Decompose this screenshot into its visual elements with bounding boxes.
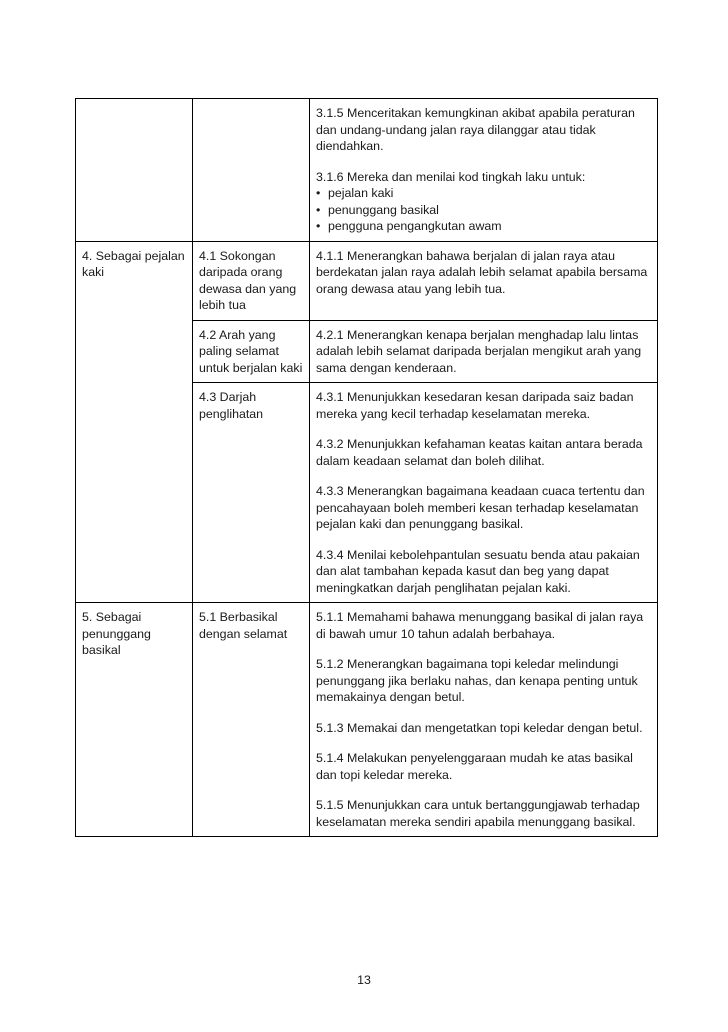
learning-outcome: 4.3.4 Menilai kebolehpantulan sesuatu benda atau pakaian dan alat tambahan kepada kasut dan beg yang dapat meningkatkan darjah penglihatan pejalan kaki. [316,547,640,595]
list-item: • pengguna pengangkutan awam [316,218,653,235]
learning-outcome: 4.3.1 Menunjukkan kesedaran kesan daripada saiz badan mereka yang kecil terhadap keselamatan mereka. [316,390,634,421]
outcomes-cell [310,320,658,383]
learning-outcome: 3.1.6 Mereka dan menilai kod tingkah laku untuk: [316,169,586,184]
learning-outcome: 4.3.3 Menerangkan bagaimana keadaan cuaca tertentu dan pencahayaan boleh memberi kesan terhadap keselamatan pejalan kaki dan penunggang basikal. [316,484,645,531]
outcomes-cell [310,99,658,242]
learning-outcome: 4.1.1 Menerangkan bahawa berjalan di jalan raya atau berdekatan jalan raya adalah lebih selamat apabila bersama orang dewasa atau yang lebih tua. [316,248,648,296]
learning-outcome: 3.1.5 Menceritakan kemungkinan akibat apabila peraturan dan undang-undang jalan raya dilanggar atau tidak diendahkan. [316,106,635,153]
page-number: 13 [357,973,371,987]
learning-outcome: 5.1.1 Memahami bahawa menunggang basikal di jalan raya di bawah umur 10 tahun adalah berbahaya. [316,610,644,641]
area-cell: 4. Sebagai pejalan kaki [76,241,193,603]
outcomes-cell [310,603,658,837]
standard-cell: 5.1 Berbasikal dengan selamat [193,603,310,837]
standard-cell [193,99,310,242]
learning-outcome: 5.1.4 Melakukan penyelenggaraan mudah ke atas basikal dan topi keledar mereka. [316,751,633,782]
learning-outcome: 5.1.5 Menunjukkan cara untuk bertanggungjawab terhadap keselamatan mereka sendiri apabila menunggang basikal. [316,798,640,829]
learning-outcome: 4.3.2 Menunjukkan kefahaman keatas kaitan antara berada dalam keadaan selamat dan boleh dilihat. [316,437,643,468]
bullet-list [316,185,653,235]
area-cell: 5. Sebagai penunggang basikal [76,603,193,837]
area-cell [76,99,193,242]
learning-outcome: 5.1.2 Menerangkan bagaimana topi keledar melindungi penunggang jika berlaku nahas, dan kenapa penting untuk memakainya dengan betul. [316,657,638,704]
table-row [76,99,658,242]
standard-cell: 4.3 Darjah penglihatan [193,383,310,603]
outcomes-cell [310,383,658,603]
outcomes-cell [310,241,658,320]
standard-cell: 4.2 Arah yang paling selamat untuk berjalan kaki [193,320,310,383]
curriculum-table [75,98,658,837]
table-row [76,241,658,320]
list-item: • penunggang basikal [316,202,653,219]
learning-outcome: 4.2.1 Menerangkan kenapa berjalan menghadap lalu lintas adalah lebih selamat daripada berjalan mengikut arah yang sama dengan kenderaan. [316,327,642,375]
learning-outcome: 5.1.3 Memakai dan mengetatkan topi keledar dengan betul. [316,720,643,735]
list-item: • pejalan kaki [316,185,653,202]
learning-outcome-with-list [316,169,653,235]
standard-cell: 4.1 Sokongan daripada orang dewasa dan yang lebih tua [193,241,310,320]
table-row [76,603,658,837]
